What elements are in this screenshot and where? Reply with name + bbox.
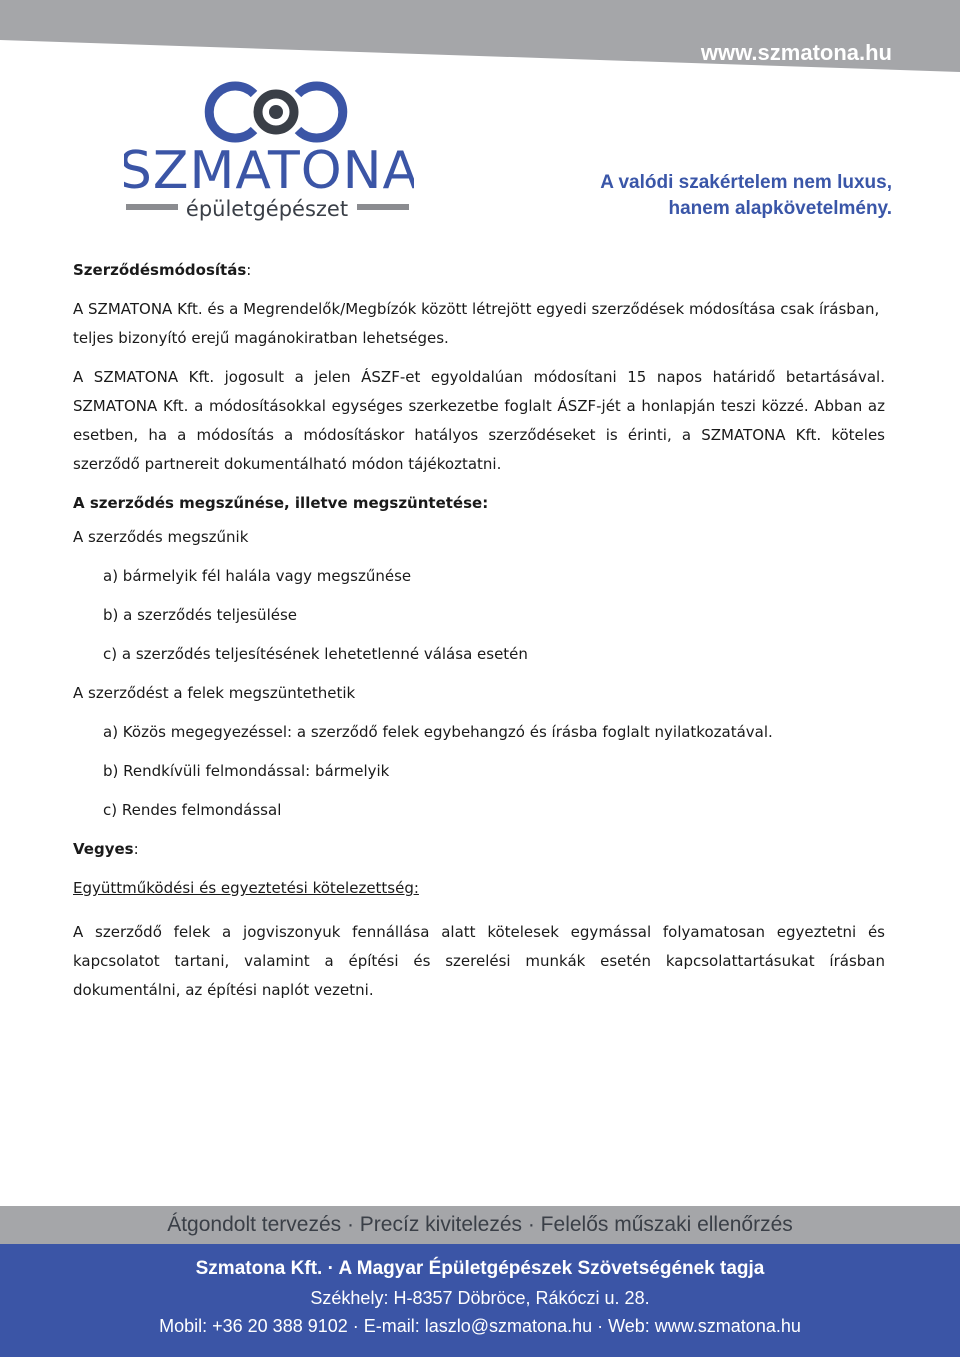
section-title-text: Vegyes — [73, 840, 134, 858]
termination-block — [73, 518, 885, 908]
list-item: c) Rendes felmondással — [103, 801, 282, 819]
footer-contact-line: Mobil: +36 20 388 9102 · E-mail: laszlo@szmatona.hu · Web: www.szmatona.hu — [159, 1316, 801, 1336]
paragraph-modification-2: A SZMATONA Kft. jogosult a jelen ÁSZF-et egyoldalúan módosítani 15 napos határidő betartásával. SZMATONA Kft. a módosításokkal egységes szerkezetbe foglalt ÁSZF-jét a honlapján teszi közzé. Abban az esetben, ha a módosítás a módosításkor hatályos szerződéseket is érinti, a SZMATONA Kft. köteles szerződő partnereit dokumentálható módon tájékoztatni. — [73, 368, 885, 473]
list-item: b) Rendkívüli felmondással: bármelyik — [103, 762, 390, 780]
slogan-line-2: hanem alapkövetelmény. — [668, 198, 892, 219]
company-logo — [124, 80, 414, 225]
title-colon: : — [246, 261, 252, 279]
svg-text:épületgépészet: épületgépészet — [185, 197, 349, 221]
list-item: a) bármelyik fél halála vagy megszűnése — [103, 567, 412, 585]
header-url[interactable]: www.szmatona.hu — [700, 40, 892, 65]
footer-address-line: Székhely: H-8357 Döbröce, Rákóczi u. 28. — [310, 1288, 650, 1308]
svg-text:SZMATONA: SZMATONA — [124, 141, 414, 201]
paragraph-cooperation: A szerződő felek a jogviszonyuk fennállása alatt kötelesek egymással folyamatosan egyeztetni és kapcsolatot tartani, valamint a építési és szerelési munkák esetén kapcsolattartásukat írásban dokumentálni, az építési naplót vezetni. — [73, 923, 885, 999]
list-item: c) a szerződés teljesítésének lehetetlenné válása esetén — [103, 645, 528, 663]
title-colon: : — [133, 840, 139, 858]
list-item: b) a szerződés teljesülése — [103, 606, 298, 624]
logo-graphic — [124, 80, 414, 225]
section-title-text: Szerződésmódosítás — [73, 261, 247, 279]
spacer — [73, 285, 885, 295]
section-title-modification — [73, 256, 885, 285]
slogan — [600, 170, 892, 222]
section-title-misc — [73, 830, 885, 869]
slogan-line-1: A valódi szakértelem nem luxus, — [600, 172, 892, 193]
section-title-termination: A szerződés megszűnése, illetve megszüntetése: — [73, 494, 489, 512]
subsection-title-cooperation: Együttműködési és egyeztetési kötelezettség: — [73, 879, 419, 897]
document-body — [73, 256, 885, 1005]
list-item: a) Közös megegyezéssel: a szerződő felek egybehangzó és írásba foglalt nyilatkozatával. — [103, 723, 773, 741]
footer-tagline: Átgondolt tervezés · Precíz kivitelezés · Felelős műszaki ellenőrzés — [167, 1213, 793, 1236]
termination-intro: A szerződés megszűnik — [73, 528, 249, 546]
footer-company-line: Szmatona Kft. · A Magyar Épületgépészek Szövetségének tagja — [195, 1258, 765, 1279]
spacer — [73, 353, 885, 363]
termination-intro-2: A szerződést a felek megszüntethetik — [73, 684, 356, 702]
paragraph-modification-1: A SZMATONA Kft. és a Megrendelők/Megbízók között létrejött egyedi szerződések módosítása csak írásban, teljes bizonyító erejű magánokiratban lehetséges. — [73, 300, 880, 347]
